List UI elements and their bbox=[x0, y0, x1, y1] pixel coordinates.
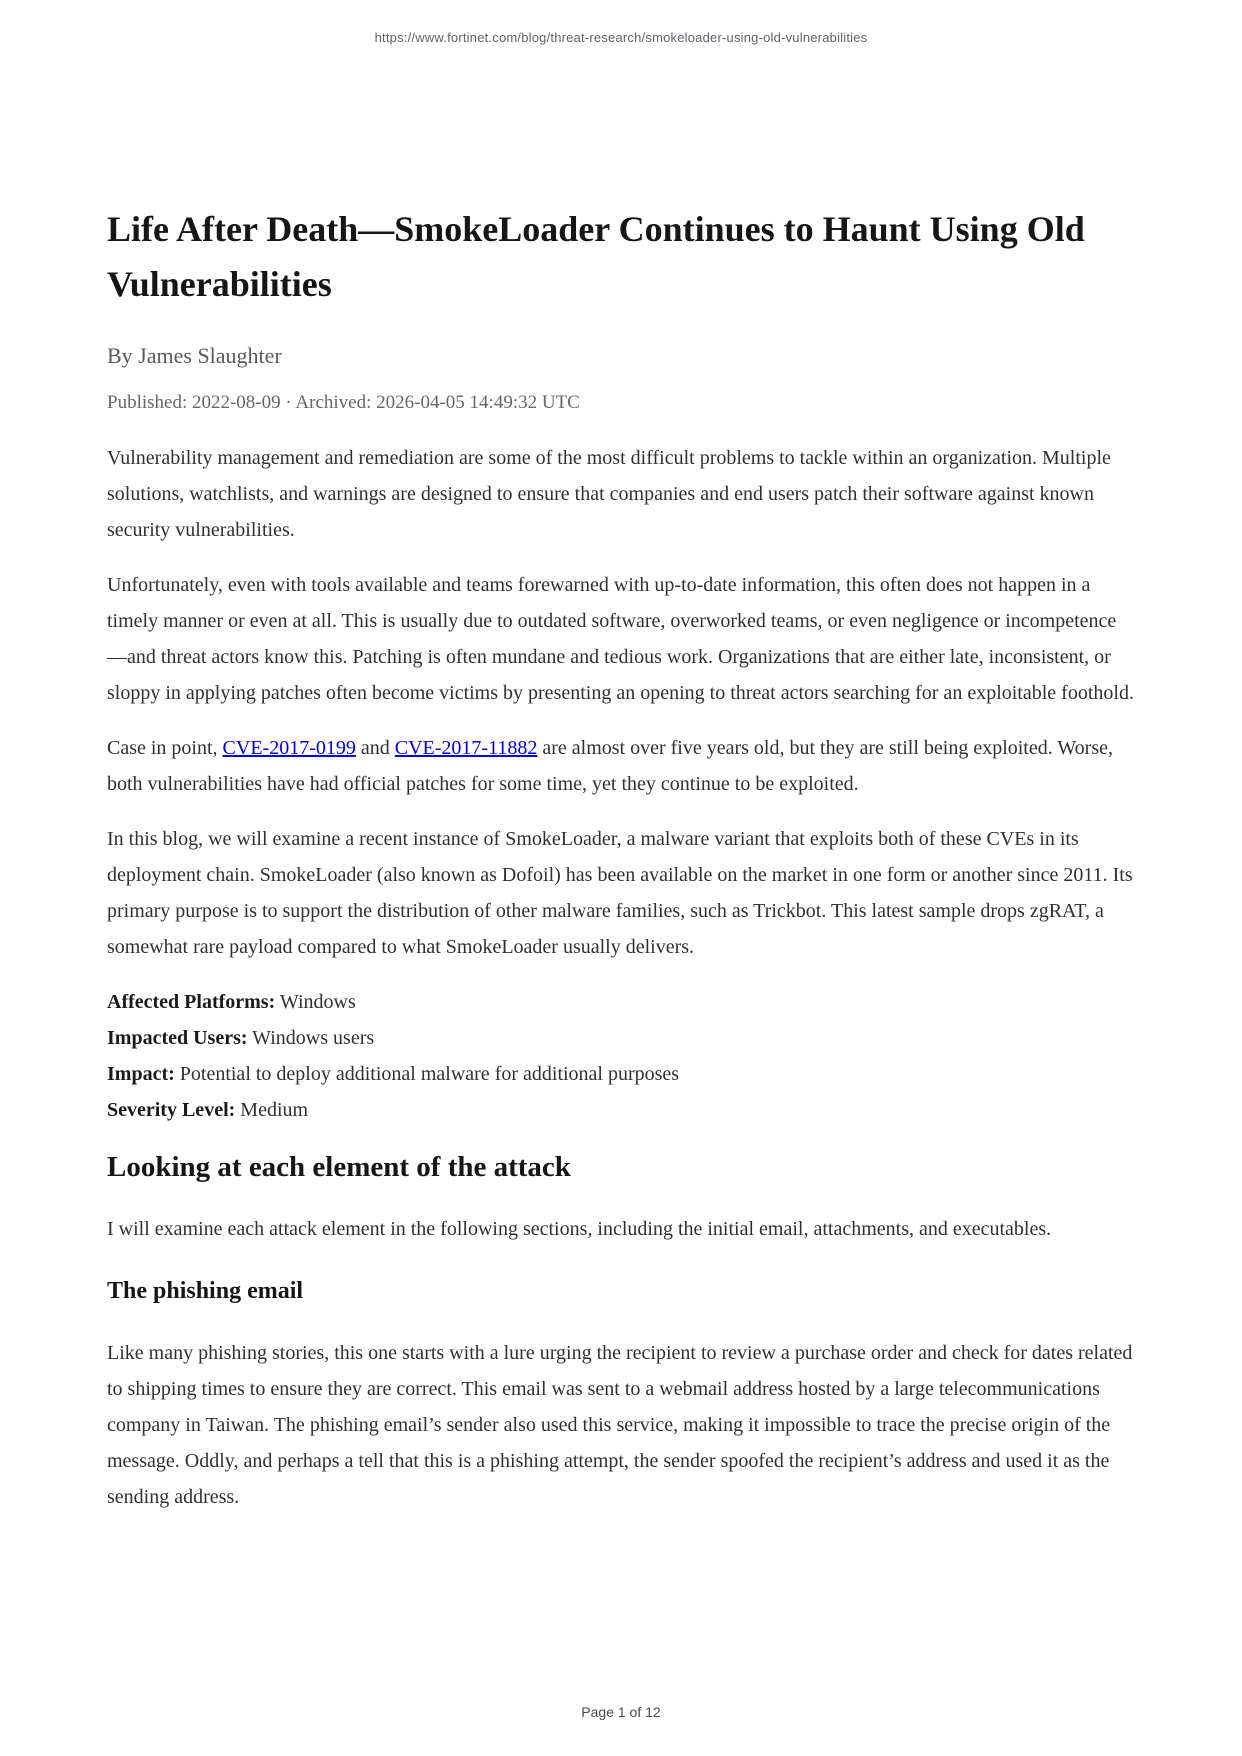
paragraph-unfortunately: Unfortunately, even with tools available and teams forewarned with up-to-date information, this often does not happen in a timely manner or even at all. This is usually due to outdated software, overworked teams, or even negligence or incompetence—and threat actors know this. Patching is often mundane and tedious work. Organizations that are either late, inconsistent, or sloppy in applying patches often become victims by presenting an opening to threat actors searching for an exploitable foothold. bbox=[107, 574, 1134, 704]
paragraph-case-in-point bbox=[107, 730, 1135, 802]
page-url: https://www.fortinet.com/blog/threat-research/smokeloader-using-old-vulnerabilities bbox=[374, 30, 868, 45]
paragraph-vulnerability-management: Vulnerability management and remediation are some of the most difficult problems to tackle within an organization. Multiple solutions, watchlists, and warnings are designed to ensure that companies and end users patch their software against known security vulnerabilities. bbox=[107, 447, 1111, 541]
paragraph-text: and bbox=[355, 737, 395, 759]
article-meta: Published: 2022-08-09 · Archived: 2026-04-05 14:49:32 UTC bbox=[107, 392, 580, 413]
page-number: Page 1 of 12 bbox=[581, 1704, 661, 1720]
fact-value: Medium bbox=[235, 1099, 309, 1121]
fact-label: Impact: bbox=[107, 1063, 175, 1085]
fact-affected-platforms bbox=[107, 984, 1135, 1020]
paragraph-text: are almost over five years old, but they are still being exploited. Worse, both vulnerabilities have had official patches for some time, yet they continue to be exploited. bbox=[107, 737, 1113, 795]
paragraph-text: Case in point, bbox=[107, 737, 223, 759]
facts-block bbox=[107, 984, 1135, 1128]
fact-impacted-users bbox=[107, 1020, 1135, 1056]
link-cve-2017-0199[interactable]: CVE-2017-0199 bbox=[222, 737, 356, 759]
fact-severity-level bbox=[107, 1092, 1135, 1128]
fact-value: Windows users bbox=[247, 1027, 375, 1049]
paragraph-i-will-examine: I will examine each attack element in the following sections, including the initial email, attachments, and executables. bbox=[107, 1218, 1052, 1240]
fact-impact bbox=[107, 1056, 1135, 1092]
fact-label: Affected Platforms: bbox=[107, 991, 276, 1013]
fact-label: Severity Level: bbox=[107, 1099, 236, 1121]
subsection-heading-phishing-email: The phishing email bbox=[107, 1278, 304, 1304]
fact-value: Potential to deploy additional malware for additional purposes bbox=[174, 1063, 680, 1085]
fact-value: Windows bbox=[275, 991, 356, 1013]
paragraph-in-this-blog: In this blog, we will examine a recent instance of SmokeLoader, a malware variant that exploits both of these CVEs in its deployment chain. SmokeLoader (also known as Dofoil) has been available on the market in one form or another since 2011. Its primary purpose is to support the distribution of other malware families, such as Trickbot. This latest sample drops zgRAT, a somewhat rare payload compared to what SmokeLoader usually delivers. bbox=[107, 828, 1133, 958]
section-heading-attack-elements: Looking at each element of the attack bbox=[107, 1151, 571, 1183]
article-title: Life After Death—SmokeLoader Continues to Haunt Using Old Vulnerabilities bbox=[107, 209, 1085, 304]
link-cve-2017-11882[interactable]: CVE-2017-11882 bbox=[394, 737, 538, 759]
paragraph-phishing-story: Like many phishing stories, this one starts with a lure urging the recipient to review a purchase order and check for dates related to shipping times to ensure they are correct. This email was sent to a webmail address hosted by a large telecommunications company in Taiwan. The phishing email’s sender also used this service, making it impossible to trace the precise origin of the message. Oddly, and perhaps a tell that this is a phishing attempt, the sender spoofed the recipient’s address and used it as the sending address. bbox=[107, 1342, 1133, 1508]
article-byline: By James Slaughter bbox=[107, 343, 282, 368]
fact-label: Impacted Users: bbox=[107, 1027, 248, 1049]
article-body bbox=[107, 0, 1135, 1534]
